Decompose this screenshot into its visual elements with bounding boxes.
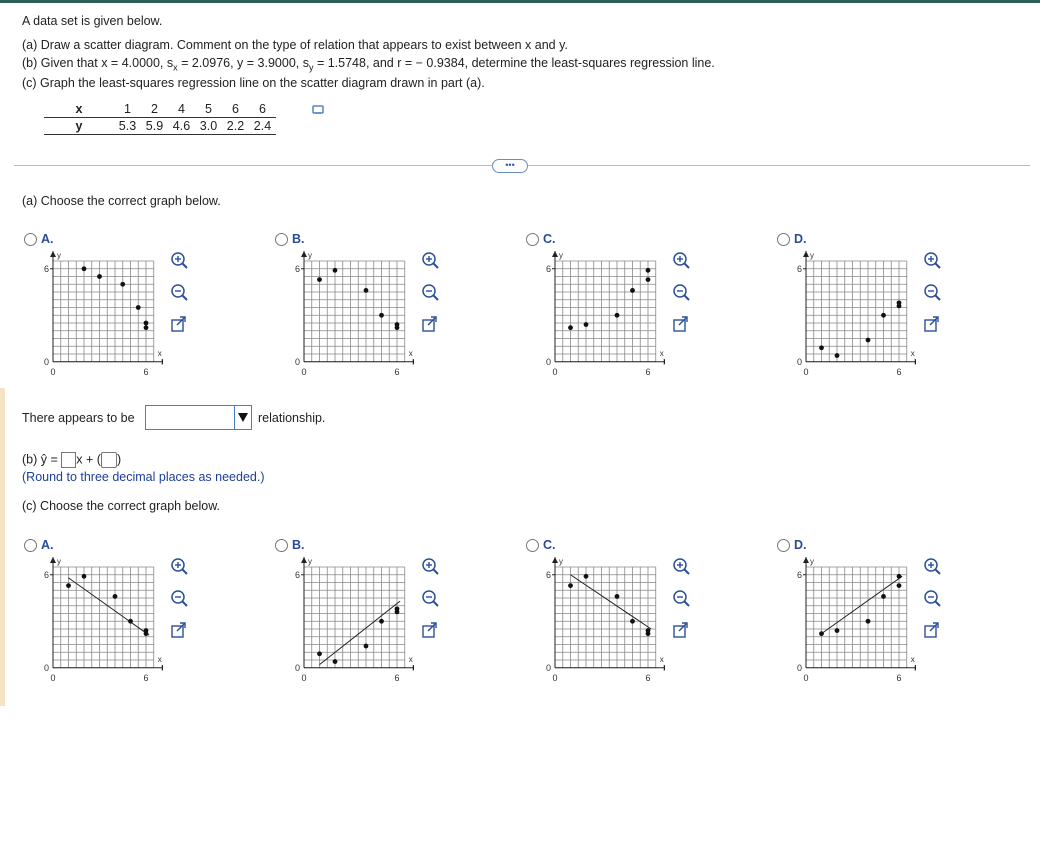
data-point <box>835 628 840 633</box>
zoom-out-icon[interactable] <box>923 589 941 609</box>
section_a-option-a-radio[interactable] <box>24 233 37 246</box>
expand-graph-icon[interactable] <box>170 315 188 335</box>
x-tick-label: 6 <box>143 672 149 683</box>
data-point <box>317 651 322 656</box>
y-tick-label: 6 <box>43 569 49 580</box>
y-axis-name: y <box>559 251 563 260</box>
data-point <box>881 594 886 599</box>
section_c-option-0-graph <box>33 555 163 690</box>
y-zero-label: 0 <box>294 662 300 673</box>
x-axis-arrow <box>413 359 414 365</box>
section_a-option-d-radio[interactable] <box>777 233 790 246</box>
data-point <box>379 313 384 318</box>
x-axis-arrow <box>162 665 163 671</box>
section_c-option-3-graph <box>786 555 916 690</box>
y-zero-label: 0 <box>43 662 49 673</box>
data-point <box>82 266 87 271</box>
y-axis-arrow <box>50 557 56 563</box>
x-axis-arrow <box>664 665 665 671</box>
data-point <box>113 594 118 599</box>
relation-dropdown[interactable] <box>145 405 252 430</box>
part-b-text-2: = 2.0976, y = 3.9000, s <box>177 56 309 70</box>
data-point <box>144 628 149 633</box>
section_c-option-b-radio[interactable] <box>275 539 288 552</box>
data-point <box>866 338 871 343</box>
graph-tools <box>923 251 941 347</box>
data-table <box>44 101 276 135</box>
section_a-option-label: A. <box>41 232 54 246</box>
x-axis-name: x <box>910 348 915 358</box>
graph-tools <box>170 557 188 653</box>
y-axis-arrow <box>50 251 56 257</box>
section_a-option-label: B. <box>292 232 305 246</box>
expand-graph-icon[interactable] <box>421 315 439 335</box>
slope-input[interactable] <box>61 452 76 468</box>
y-zero-label: 0 <box>545 662 551 673</box>
y-axis-arrow <box>552 557 558 563</box>
x-zero-label: 0 <box>50 366 56 377</box>
zoom-in-icon[interactable] <box>421 557 439 577</box>
data-point <box>66 583 71 588</box>
y-zero-label: 0 <box>796 662 802 673</box>
table-cell: 1 <box>114 101 141 118</box>
data-point <box>395 606 400 611</box>
y-tick-label: 6 <box>796 263 802 274</box>
y-zero-label: 0 <box>796 356 802 367</box>
section_c-option-c-radio[interactable] <box>526 539 539 552</box>
graph-tools <box>421 251 439 347</box>
x-axis-name: x <box>659 654 664 664</box>
data-point <box>881 313 886 318</box>
table-cell: 5.3 <box>114 118 141 135</box>
table-cell: 2 <box>141 101 168 118</box>
zoom-out-icon[interactable] <box>170 283 188 303</box>
zoom-out-icon[interactable] <box>672 589 690 609</box>
y-tick-label: 6 <box>294 569 300 580</box>
question-focus-marker <box>0 388 5 706</box>
data-point <box>568 325 573 330</box>
relation-suffix: relationship. <box>258 411 326 425</box>
graph-tools <box>421 557 439 653</box>
x-tick-label: 6 <box>143 366 149 377</box>
x-tick-label: 6 <box>394 366 400 377</box>
data-point <box>646 628 651 633</box>
zoom-out-icon[interactable] <box>923 283 941 303</box>
data-point <box>897 300 902 305</box>
y-axis-name: y <box>559 557 563 566</box>
question-intro: A data set is given below. <box>22 14 163 28</box>
data-point <box>584 322 589 327</box>
part-b-sy-sub: y <box>308 62 314 73</box>
section-b-lhs: (b) ŷ = <box>22 452 58 467</box>
y-axis-arrow <box>552 251 558 257</box>
copy-data-icon[interactable] <box>312 104 324 116</box>
x-axis-name: x <box>659 348 664 358</box>
data-point <box>333 659 338 664</box>
y-tick-label: 6 <box>545 569 551 580</box>
section_a-option-label: D. <box>794 232 807 246</box>
x-tick-label: 6 <box>896 366 902 377</box>
data-point <box>835 353 840 358</box>
regression-line <box>822 576 903 633</box>
data-point <box>866 619 871 624</box>
table-cell: 2.2 <box>222 118 249 135</box>
table-cell: 6 <box>222 101 249 118</box>
zoom-in-icon[interactable] <box>170 557 188 577</box>
data-point <box>144 325 149 330</box>
regression-line <box>320 601 401 665</box>
x-zero-label: 0 <box>552 672 558 683</box>
section-b-equation: (b) ŷ = x + ( ) <box>22 452 122 467</box>
table-cell: 2.4 <box>249 118 276 135</box>
intercept-input[interactable] <box>101 452 117 468</box>
section_c-option-label: A. <box>41 538 54 552</box>
section_c-option-label: C. <box>543 538 556 552</box>
data-point <box>615 594 620 599</box>
top-accent-bar <box>0 0 1040 3</box>
data-point <box>584 574 589 579</box>
expand-graph-icon[interactable] <box>421 621 439 641</box>
y-tick-label: 6 <box>545 263 551 274</box>
expand-graph-icon[interactable] <box>923 621 941 641</box>
section_c-option-a-radio[interactable] <box>24 539 37 552</box>
part-b-text-3: = 1.5748, and r = − 0.9384, determine the least-squares regression line. <box>313 56 715 70</box>
zoom-out-icon[interactable] <box>672 283 690 303</box>
y-axis-name: y <box>57 557 61 566</box>
zoom-out-icon[interactable] <box>421 283 439 303</box>
x-tick-label: 6 <box>645 366 651 377</box>
regression-line <box>69 578 150 635</box>
table-cell: 3.0 <box>195 118 222 135</box>
x-zero-label: 0 <box>803 366 809 377</box>
data-point <box>317 277 322 282</box>
expand-graph-icon[interactable] <box>170 621 188 641</box>
y-axis-name: y <box>308 557 312 566</box>
data-point <box>897 583 902 588</box>
y-axis-arrow <box>803 251 809 257</box>
zoom-in-icon[interactable] <box>170 251 188 271</box>
zoom-in-icon[interactable] <box>923 557 941 577</box>
rounding-note: (Round to three decimal places as needed.) <box>22 470 265 484</box>
expand-more-button[interactable]: ••• <box>492 159 528 173</box>
graph-tools <box>923 557 941 653</box>
x-axis-arrow <box>915 359 916 365</box>
section-a-prompt: (a) Choose the correct graph below. <box>22 194 221 208</box>
x-axis-name: x <box>157 654 162 664</box>
x-zero-label: 0 <box>552 366 558 377</box>
zoom-in-icon[interactable] <box>672 251 690 271</box>
expand-graph-icon[interactable] <box>923 315 941 335</box>
data-point <box>364 288 369 293</box>
data-point <box>646 277 651 282</box>
data-point <box>144 321 149 326</box>
data-point <box>379 619 384 624</box>
x-tick-label: 6 <box>896 672 902 683</box>
table-cell: 5.9 <box>141 118 168 135</box>
section_c-option-label: B. <box>292 538 305 552</box>
data-point <box>630 288 635 293</box>
x-tick-label: 6 <box>394 672 400 683</box>
x-axis-name: x <box>408 654 413 664</box>
x-tick-label: 6 <box>645 672 651 683</box>
x-axis-name: x <box>910 654 915 664</box>
x-axis-arrow <box>915 665 916 671</box>
y-zero-label: 0 <box>43 356 49 367</box>
x-zero-label: 0 <box>803 672 809 683</box>
data-table-x-label: x <box>44 101 114 118</box>
x-axis-arrow <box>413 665 414 671</box>
section_a-option-2-graph <box>535 249 665 384</box>
section_a-option-b-radio[interactable] <box>275 233 288 246</box>
y-axis-arrow <box>301 557 307 563</box>
x-axis-arrow <box>664 359 665 365</box>
data-table-y-label: y <box>44 118 114 135</box>
zoom-in-icon[interactable] <box>421 251 439 271</box>
data-point <box>128 619 133 624</box>
section-c-prompt: (c) Choose the correct graph below. <box>22 499 221 513</box>
table-cell: 4 <box>168 101 195 118</box>
data-point <box>333 268 338 273</box>
part-b-sx-sub: x <box>173 62 178 73</box>
question-part-b <box>22 56 715 73</box>
section_c-option-label: D. <box>794 538 807 552</box>
section_a-option-c-radio[interactable] <box>526 233 539 246</box>
data-point <box>364 644 369 649</box>
zoom-out-icon[interactable] <box>170 589 188 609</box>
data-point <box>630 619 635 624</box>
x-zero-label: 0 <box>50 672 56 683</box>
section_c-option-1-graph <box>284 555 414 690</box>
x-zero-label: 0 <box>301 366 307 377</box>
y-axis-name: y <box>810 251 814 260</box>
table-cell: 5 <box>195 101 222 118</box>
y-axis-arrow <box>803 557 809 563</box>
data-point <box>82 574 87 579</box>
data-point <box>97 274 102 279</box>
y-axis-name: y <box>810 557 814 566</box>
zoom-in-icon[interactable] <box>672 557 690 577</box>
data-point <box>120 282 125 287</box>
question-part-a: (a) Draw a scatter diagram. Comment on the type of relation that appears to exist between x and y. <box>22 38 568 52</box>
data-point <box>395 322 400 327</box>
x-zero-label: 0 <box>301 672 307 683</box>
graph-tools <box>672 251 690 347</box>
graph-tools <box>170 251 188 347</box>
question-part-c: (c) Graph the least-squares regression line on the scatter diagram drawn in part (a). <box>22 76 485 90</box>
table-cell: 6 <box>249 101 276 118</box>
section-b-xplus: x + <box>76 452 94 467</box>
dropdown-arrow-icon[interactable] <box>234 406 251 429</box>
graph-tools <box>672 557 690 653</box>
zoom-in-icon[interactable] <box>923 251 941 271</box>
section_a-option-3-graph <box>786 249 916 384</box>
data-point <box>646 268 651 273</box>
data-point <box>568 583 573 588</box>
section_a-option-0-graph <box>33 249 163 384</box>
x-axis-arrow <box>162 359 163 365</box>
y-axis-name: y <box>308 251 312 260</box>
y-tick-label: 6 <box>796 569 802 580</box>
expand-graph-icon[interactable] <box>672 315 690 335</box>
expand-graph-icon[interactable] <box>672 621 690 641</box>
data-point <box>136 305 141 310</box>
x-axis-name: x <box>408 348 413 358</box>
relation-prefix: There appears to be <box>22 411 135 425</box>
section_c-option-2-graph <box>535 555 665 690</box>
data-point <box>897 574 902 579</box>
section_a-option-label: C. <box>543 232 556 246</box>
y-axis-name: y <box>57 251 61 260</box>
section_a-option-1-graph <box>284 249 414 384</box>
y-zero-label: 0 <box>545 356 551 367</box>
y-tick-label: 6 <box>43 263 49 274</box>
x-axis-name: x <box>157 348 162 358</box>
section_c-option-d-radio[interactable] <box>777 539 790 552</box>
data-point <box>819 631 824 636</box>
zoom-out-icon[interactable] <box>421 589 439 609</box>
data-point <box>615 313 620 318</box>
y-zero-label: 0 <box>294 356 300 367</box>
part-b-text-1: (b) Given that x = 4.0000, s <box>22 56 174 70</box>
data-point <box>819 345 824 350</box>
y-axis-arrow <box>301 251 307 257</box>
y-tick-label: 6 <box>294 263 300 274</box>
table-cell: 4.6 <box>168 118 195 135</box>
